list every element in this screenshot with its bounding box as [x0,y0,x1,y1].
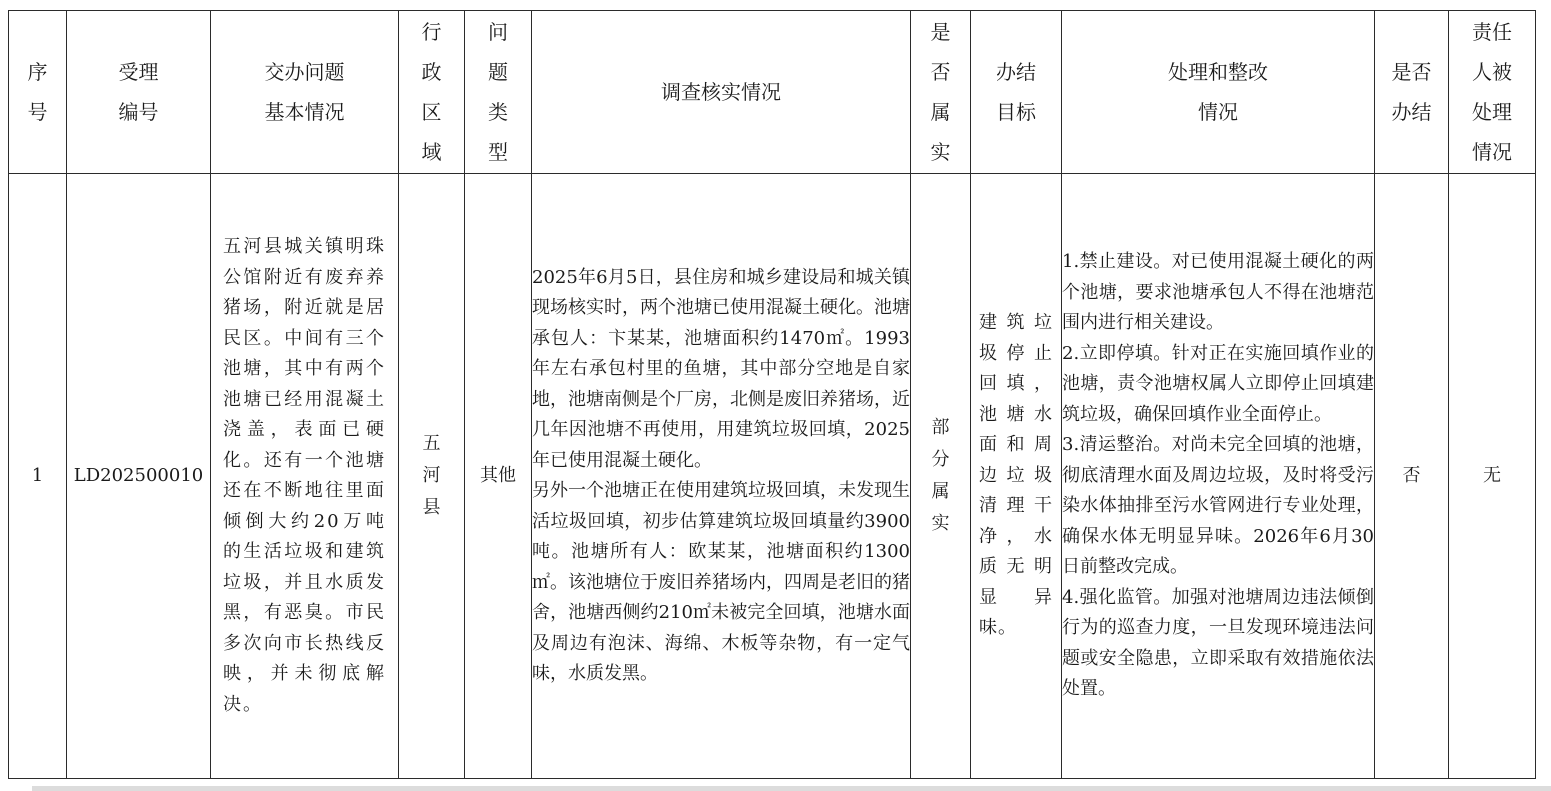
header-basic-info: 交办问题 基本情况 [211,11,399,174]
header-accept-no: 受理 编号 [67,11,211,174]
cell-investigation: 2025年6月5日，县住房和城乡建设局和城关镇现场核实时，两个池塘已使用混凝土硬化。池塘承包人：卞某某，池塘面积约1470㎡。1993年左右承包村里的鱼塘，其中部分空地是自家地，池塘南侧是个厂房，北侧是废旧养猪场，近几年因池塘不再使用，用建筑垃圾回填，2025年已使用混凝土硬化。 另外一个池塘正在使用建筑垃圾回填，未发现生活垃圾回填，初步估算建筑垃圾回填量约3900吨。池塘所有人：欧某某，池塘面积约1300㎡。该池塘位于废旧养猪场内，四周是老旧的猪舍，池塘西侧约210㎡未被完全回填，池塘水面及周边有泡沫、海绵、木板等杂物，有一定气味，水质发黑。 [532,174,911,779]
page-bottom-edge [32,786,1551,791]
table-row [9,174,1536,779]
cell-handling: 1.禁止建设。对已使用混凝土硬化的两个池塘，要求池塘承包人不得在池塘范围内进行相关建设。 2.立即停填。针对正在实施回填作业的池塘，责令池塘权属人立即停止回填建筑垃圾，确保回填作业全面停止。 3.清运整治。对尚未完全回填的池塘，彻底清理水面及周边垃圾，及时将受污染水体抽排至污水管网进行专业处理，确保水体无明显异味。2026年6月30日前整改完成。 4.强化监管。加强对池塘周边违法倾倒行为的巡查力度，一旦发现环境违法问题或安全隐患，立即采取有效措施依法处置。 [1062,174,1375,779]
header-is-true: 是 否 属 实 [911,11,971,174]
header-issue-type: 问 题 类 型 [465,11,532,174]
cell-target: 建筑垃圾停止回填，池塘水面和周边垃圾清理干净，水质无明显异味。 [971,174,1062,779]
cell-accept-no: LD202500010 [67,174,211,779]
header-seq: 序 号 [9,11,67,174]
header-region: 行 政 区 域 [399,11,465,174]
rectification-table [8,10,1536,779]
cell-issue-type: 其他 [465,174,532,779]
cell-basic-info: 五河县城关镇明珠公馆附近有废弃养猪场，附近就是居民区。中间有三个池塘，其中有两个池塘已经用混凝土浇盖，表面已硬化。还有一个池塘还在不断地往里面倾倒大约20万吨的生活垃圾和建筑垃圾，并且水质发黑，有恶臭。市民多次向市长热线反映，并未彻底解决。 [211,174,399,779]
header-investigation: 调查核实情况 [532,11,911,174]
cell-seq: 1 [9,174,67,779]
header-handling: 处理和整改 情况 [1062,11,1375,174]
cell-closed: 否 [1375,174,1449,779]
header-target: 办结 目标 [971,11,1062,174]
header-row [9,11,1536,174]
header-closed: 是否 办结 [1375,11,1449,174]
cell-region: 五 河 县 [399,174,465,779]
cell-responsible: 无 [1449,174,1536,779]
cell-is-true: 部 分 属 实 [911,174,971,779]
header-responsible: 责任 人被 处理 情况 [1449,11,1536,174]
